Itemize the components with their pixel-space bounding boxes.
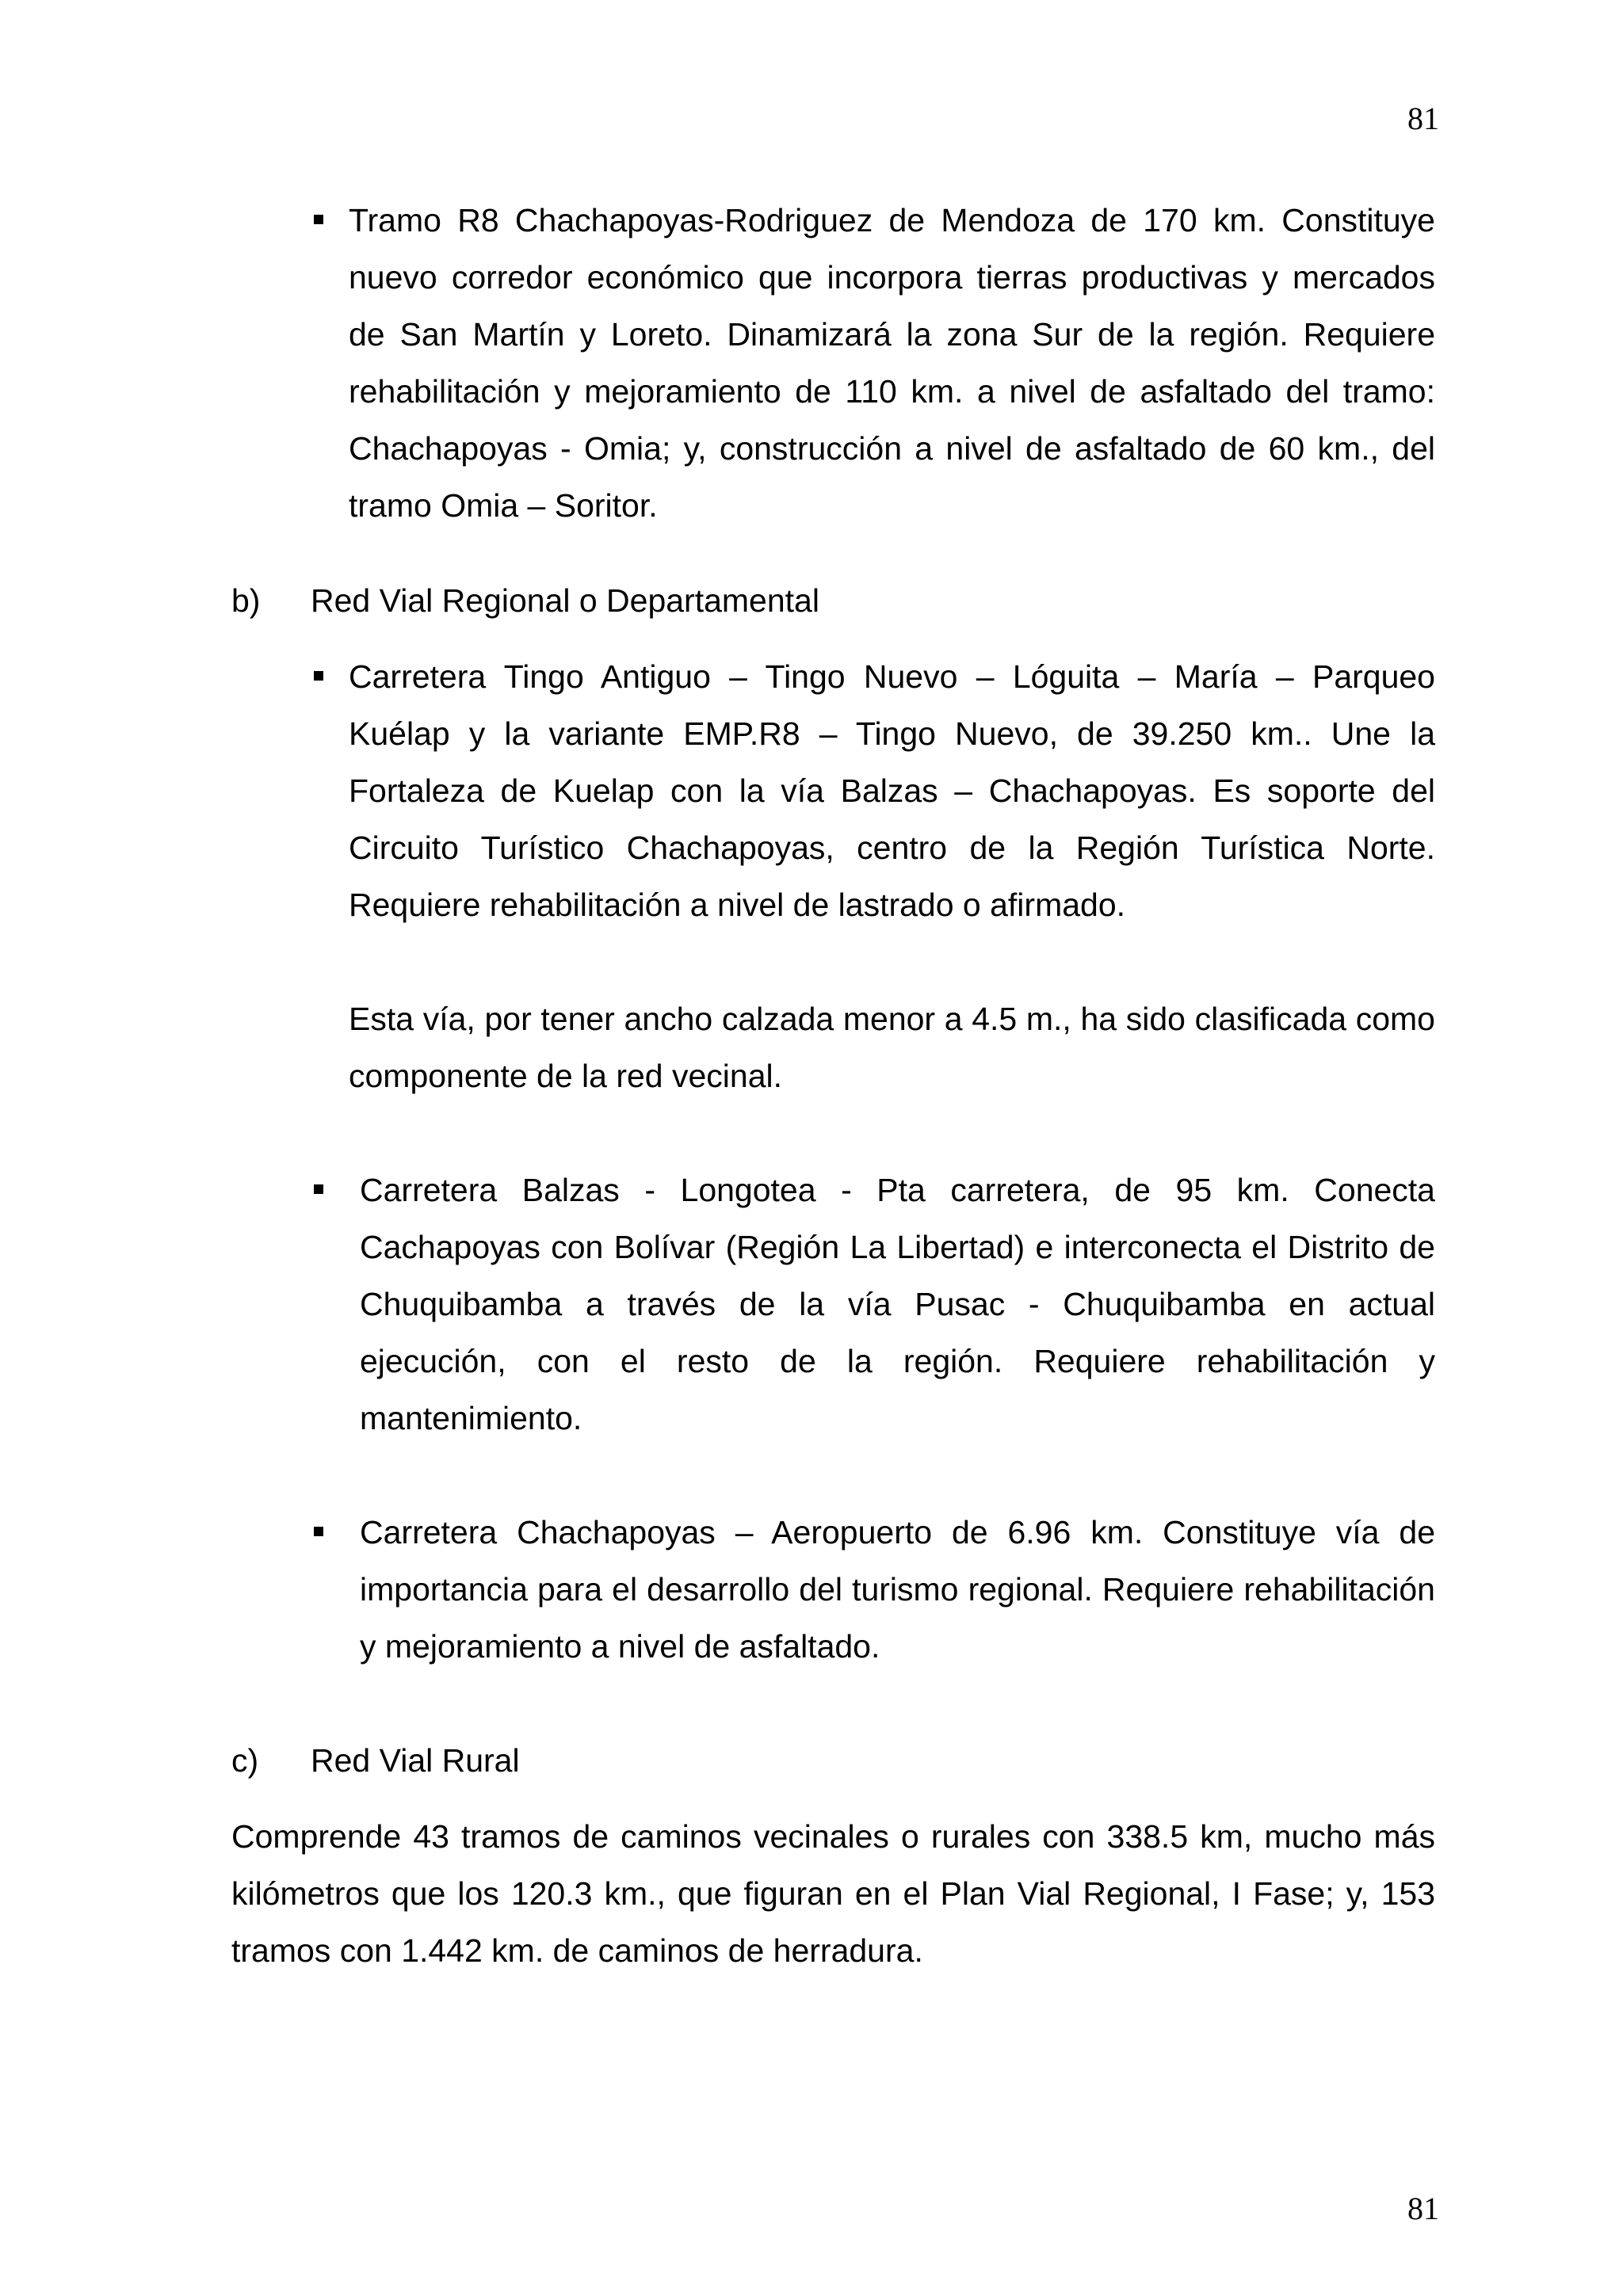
bullet-text: Tramo R8 Chachapoyas-Rodriguez de Mendoza de 170 km. Constituye nuevo corredor económico que incorpora tierras productivas y mercados de San Martín y Loreto. Dinamizará la zona Sur de la región. Requiere rehabilitación y mejoramiento de 110 km. a nivel de asfaltado del tramo: Chachapoyas - Omia; y, construcción a nivel de asfaltado de 60 km., del tramo Omia – Soritor. bbox=[349, 202, 1435, 524]
bullet-note: Esta vía, por tener ancho calzada menor a 4.5 m., ha sido clasificada como componente de la red vecinal. bbox=[349, 1001, 1435, 1094]
page-number-bottom: 81 bbox=[1407, 2191, 1439, 2226]
bullet-item-tramo-r8 bbox=[349, 192, 1435, 534]
bullet-text: Carretera Tingo Antiguo – Tingo Nuevo – Lóguita – María – Parqueo Kuélap y la variante EMP.R8 – Tingo Nuevo, de 39.250 km.. Une la Fortaleza de Kuelap con la vía Balzas – Chachapoyas. Es soporte del Circuito Turístico Chachapoyas, centro de la Región Turística Norte. Requiere rehabilitación a nivel de lastrado o afirmado. bbox=[349, 658, 1435, 923]
bullet-square-icon bbox=[314, 1527, 323, 1536]
section-title: Red Vial Rural bbox=[311, 1742, 520, 1779]
section-title: Red Vial Regional o Departamental bbox=[311, 582, 819, 619]
section-heading-b bbox=[231, 572, 1435, 629]
bullet-square-icon bbox=[314, 671, 323, 681]
section-letter: c) bbox=[231, 1742, 259, 1779]
bullet-item-aeropuerto bbox=[360, 1504, 1435, 1675]
bullet-text: Carretera Chachapoyas – Aeropuerto de 6.96 km. Constituye vía de importancia para el desarrollo del turismo regional. Requiere rehabilitación y mejoramiento a nivel de asfaltado. bbox=[360, 1514, 1435, 1665]
page-content bbox=[231, 192, 1435, 1979]
section-letter: b) bbox=[231, 582, 261, 619]
page-number-top: 81 bbox=[1407, 101, 1439, 136]
bullet-square-icon bbox=[314, 1184, 323, 1194]
bullet-item-tingo bbox=[349, 648, 1435, 1104]
bullet-item-balzas bbox=[360, 1161, 1435, 1447]
closing-paragraph: Comprende 43 tramos de caminos vecinales o rurales con 338.5 km, mucho más kilómetros que los 120.3 km., que figuran en el Plan Vial Regional, I Fase; y, 153 tramos con 1.442 km. de caminos de herradura. bbox=[231, 1818, 1435, 1969]
section-heading-c bbox=[231, 1732, 1435, 1789]
bullet-text: Carretera Balzas - Longotea - Pta carretera, de 95 km. Conecta Cachapoyas con Bolívar (Región La Libertad) e interconecta el Distrito de Chuquibamba a través de la vía Pusac - Chuquibamba en actual ejecución, con el resto de la región. Requiere rehabilitación y mantenimiento. bbox=[360, 1172, 1435, 1436]
bullet-square-icon bbox=[314, 215, 323, 224]
